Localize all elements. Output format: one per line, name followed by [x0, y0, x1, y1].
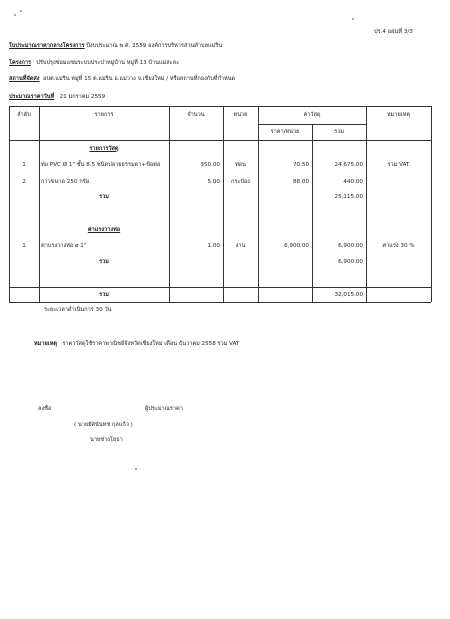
row-qty: 5.00: [207, 179, 220, 185]
estimator-role: ผู้ประมาณราคา: [145, 406, 183, 412]
table-border: [9, 302, 431, 303]
row-price: 6,900.00: [284, 243, 309, 249]
grand-total-label: รวม: [99, 292, 109, 298]
scan-speck: [20, 10, 22, 12]
location-label: สถานที่จัดส่ง: [9, 76, 40, 82]
date-text: 21 มกราคม 2559: [59, 94, 106, 100]
table-border: [9, 140, 431, 141]
row-item: กาวขนาด 250 กรัม: [41, 179, 90, 185]
section-sum-label: รวม: [99, 259, 109, 265]
table-border: [9, 106, 10, 302]
row-no: 1: [22, 243, 26, 249]
row-unit: ท่อน: [235, 162, 246, 168]
note-label: หมายเหตุ: [34, 341, 58, 347]
table-border: [312, 124, 313, 302]
estimator-name: ( นายยัศนันทช กุลแก้ว ): [74, 422, 133, 428]
location-line: [9, 76, 235, 83]
row-no: 2: [22, 179, 26, 185]
date-line: [9, 94, 105, 101]
col-header-price-per-unit: ราคา/หน่วย: [270, 129, 300, 135]
row-item: ค่าแรงวางท่อ ø 1": [41, 243, 87, 249]
row-total: 6,900.00: [338, 243, 363, 249]
project-label: โครงการ: [9, 60, 32, 66]
row-remark: ค่าแรง 30 %: [382, 243, 415, 249]
row-qty: 1.00: [207, 243, 220, 249]
project-line: [9, 60, 179, 67]
table-border: [431, 106, 432, 302]
col-header-qty: จำนวน: [187, 112, 205, 118]
col-header-item: รายการ: [94, 112, 114, 118]
note-line: [34, 341, 239, 348]
section-title-materials: รายการวัสดุ: [89, 146, 119, 152]
table-border: [169, 106, 170, 302]
table-border: [9, 287, 431, 288]
page-number: ปร.4 แผ่นที่ 3/3: [374, 29, 413, 35]
col-header-total: รวม: [334, 129, 344, 135]
scan-speck: [135, 468, 137, 470]
col-header-unit: หน่วย: [233, 112, 248, 118]
location-text: อบต.แม่ริน หมู่ที่ 15 ต.แม่ริน อ.แม่วาง จ.เชียงใหม่ / หรือสถานที่กองกับที่กำหนด: [43, 76, 236, 82]
row-total: 24,675.00: [334, 162, 363, 168]
row-qty: 350.00: [200, 162, 220, 168]
table-border: [39, 106, 40, 302]
sign-label: ลงชื่อ: [38, 406, 52, 412]
table-border: [223, 106, 224, 302]
section-sum-label: รวม: [99, 194, 109, 200]
scan-speck: [14, 14, 16, 16]
date-label: ประมาณราคาวันที่: [9, 94, 55, 100]
col-header-no: ลำดับ: [17, 112, 31, 118]
table-border: [9, 106, 431, 107]
title-text: ปีงบประมาณ พ.ศ. 2559 องค์การบริหารส่วนตำบลแม่ริน: [86, 43, 223, 49]
estimator-position: นายช่างโยธา: [90, 437, 123, 443]
row-total: 440.00: [343, 179, 363, 185]
section-title-labor: ค่าแรงวางท่อ: [87, 227, 121, 233]
note-text: ราคาวัสดุใช้ราคาพาณิชย์จังหวัดเชียงใหม่ เดือน ธันวาคม 2558 รวม VAT: [62, 341, 240, 347]
row-remark: รวม VAT: [387, 162, 410, 168]
section-sum-value: 6,900.00: [338, 259, 363, 265]
col-header-remark: หมายเหตุ: [386, 112, 411, 118]
row-item: ท่อ PVC Ø 1" ชั้น 8.5 ชนิดปลายธรรมดา+ข้อต่อ: [41, 162, 161, 168]
table-border: [366, 106, 367, 302]
row-unit: กระป๋อง: [230, 179, 251, 185]
section-sum-value: 25,115.00: [334, 194, 363, 200]
row-unit: งาน: [235, 243, 246, 249]
project-text: ปรับปรุงซ่อมแซมระบบประปาหมู่บ้าน หมู่ที่ 13 บ้านแม่สะละ: [36, 60, 180, 66]
duration: ระยะเวลาดำเนินการ 30 วัน: [44, 307, 112, 313]
row-price: 70.50: [292, 162, 309, 168]
title-line: [9, 43, 222, 50]
grand-total-value: 32,015.00: [334, 292, 363, 298]
col-header-cost: ค่าวัสดุ: [303, 112, 321, 118]
title-label: ใบประมาณราคากลางโครงการ: [9, 43, 85, 49]
row-price: 88.00: [292, 179, 309, 185]
row-no: 1: [22, 162, 26, 168]
scan-speck: [352, 18, 354, 20]
